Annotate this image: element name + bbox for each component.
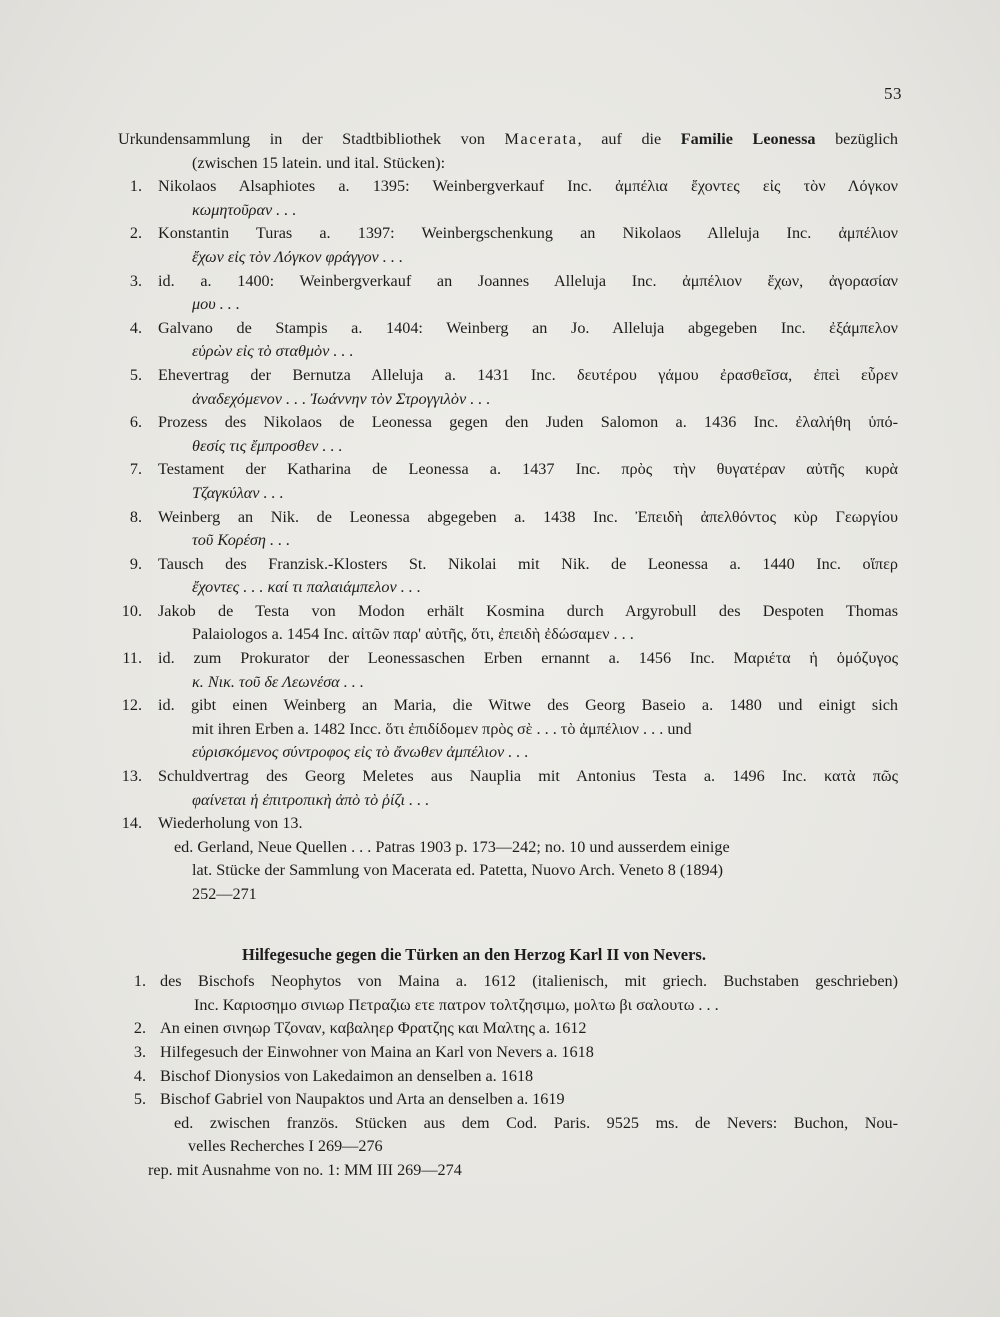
entry2-number: 4. (133, 1066, 146, 1085)
entry-continuation: μου . . . (192, 295, 240, 314)
entry-text: Jakob de Testa von Modon erhält Kosmina durch Argyrobull des Despoten Thomas (158, 601, 898, 620)
entry2-number: 5. (133, 1090, 146, 1109)
entry-text: Ehevertrag der Bernutza Alleluja a. 1431 Inc. δευτέρου γάμου ἐρασθεῖσα, ἐπεὶ εὗρεν (158, 365, 898, 384)
entry2-item (118, 1041, 898, 1065)
entry2-item (118, 1065, 898, 1089)
entry-list-2 (118, 970, 898, 1112)
entry-number: 1. (129, 177, 142, 196)
entry-number: 6. (129, 413, 142, 432)
entry-item (118, 411, 898, 458)
intro-family: Familie Leonessa (680, 130, 816, 148)
entry-item (118, 765, 898, 812)
edition2-line-1: ed. zwischen französ. Stücken aus dem Cod. Paris. 9525 ms. de Nevers: Buchon, Nou- (174, 1113, 898, 1132)
entry-continuation: ἔχοντες . . . καί τι παλαιάμπελον . . . (192, 578, 421, 597)
intro-line (118, 128, 898, 152)
entry-number: 10. (121, 601, 142, 620)
entry-text: Tausch des Franzisk.-Klosters St. Nikolai mit Nik. de Leonessa a. 1440 Inc. οἵπερ (158, 554, 898, 573)
intro-text-3: bezüglich (815, 130, 898, 148)
entry2-number: 1. (133, 972, 146, 991)
entry2-item (118, 1017, 898, 1041)
entry-continuation: ἔχων εἰς τὸν Λόγκον φράγγον . . . (192, 247, 404, 266)
entry-text: Galvano de Stampis a. 1404: Weinberg an Jo. Alleluja abgegeben Inc. ἐξάμπελον (158, 318, 898, 337)
edition-line-1: ed. Gerland, Neue Quellen . . . Patras 1903 p. 173—242; no. 10 und ausserdem einige (174, 837, 730, 856)
entry2-item (118, 970, 898, 1017)
entry-text: Testament der Katharina de Leonessa a. 1437 Inc. πρὸς τὴν θυγατέραν αὐτῆς κυρὰ (158, 460, 898, 479)
entry-text: id. gibt einen Weinberg an Maria, die Witwe des Georg Baseio a. 1480 und einigt sich (158, 696, 898, 715)
entry-item (118, 694, 898, 765)
entry-number: 11. (122, 649, 142, 668)
section-title: Hilfegesuche gegen die Türken an den Herzog Karl II von Nevers. (242, 944, 706, 964)
entry2-text: Bischof Dionysios von Lakedaimon an denselben a. 1618 (160, 1066, 534, 1085)
entry-continuation: θεσίς τις ἔμπροσθεν . . . (192, 436, 343, 455)
entry-item (118, 600, 898, 647)
entry-continuation: εὑρὼν εἰς τὸ σταθμὸν . . . (192, 342, 354, 361)
entry-continuation: Palaiologos a. 1454 Inc. αἰτῶν παρ' αὐτῆς, ὅτι, ἐπειδὴ ἐδώσαμεν . . . (192, 625, 634, 644)
edition2-line-3: rep. mit Ausnahme von no. 1: MM III 269—274 (148, 1160, 462, 1179)
entry-item (118, 175, 898, 222)
entry-number: 14. (121, 814, 142, 833)
entry-continuation-2: εὑρισκόμενος σύντροφος εἰς τὸ ἄνωθεν ἀμπέλιον . . . (192, 743, 529, 762)
entry-item (118, 270, 898, 317)
entry-item (118, 506, 898, 553)
intro-place: Macerata (504, 130, 578, 148)
entry-number: 8. (129, 507, 142, 526)
intro-continuation: (zwischen 15 latein. und ital. Stücken): (192, 153, 446, 172)
intro-text-2: , auf die (577, 130, 681, 148)
entry-item (118, 317, 898, 364)
document-body (118, 128, 898, 1183)
intro-text: Urkundensammlung in der Stadtbibliothek von (118, 130, 505, 148)
entry-item (118, 222, 898, 269)
entry-item (118, 553, 898, 600)
entry-text: Nikolaos Alsaphiotes a. 1395: Weinbergverkauf Inc. ἀμπέλια ἔχοντες εἰς τὸν Λόγκον (158, 177, 898, 196)
entry-item (118, 812, 898, 836)
entry-continuation: φαίνεται ἡ ἐπιτροπικὴ ἀπὸ τὸ ῥίζι . . . (192, 790, 430, 809)
edition-line-3: 252—271 (192, 885, 257, 903)
edition-line-2: lat. Stücke der Sammlung von Macerata ed. Patetta, Nuovo Arch. Veneto 8 (1894) (192, 861, 724, 880)
edition2-line-2: velles Recherches I 269—276 (188, 1137, 383, 1156)
entry-number: 12. (121, 696, 142, 715)
entry2-text: Bischof Gabriel von Naupaktos und Arta an denselben a. 1619 (160, 1090, 565, 1109)
entry-number: 4. (129, 318, 142, 337)
entry2-number: 2. (133, 1019, 146, 1038)
page-number: 53 (884, 84, 902, 103)
entry-continuation: ἀναδεχόμενον . . . Ἰωάννην τὸν Στρογγιλὸν . . . (192, 389, 491, 408)
entry2-text: An einen σινηωρ Τζοναν, καβαληερ Φρατζης και Μαλτης a. 1612 (160, 1019, 587, 1038)
entry-text: Wiederholung von 13. (158, 814, 303, 833)
entry-continuation: Τζαγκύλαν . . . (192, 483, 284, 502)
entry-continuation: mit ihren Erben a. 1482 Incc. ὅτι ἐπιδίδομεν πρὸς σὲ . . . τὸ ἀμπέλιον . . . und (192, 719, 692, 738)
entry-continuation: κωμητοῦραν . . . (192, 200, 297, 219)
entry-text: id. zum Prokurator der Leonessaschen Erben ernannt a. 1456 Inc. Μαριέτα ἡ ὁμόζυγος (158, 649, 898, 668)
entry-number: 7. (129, 460, 142, 479)
entry2-text: des Bischofs Neophytos von Maina a. 1612 (italienisch, mit griech. Buchstaben geschrieben) (160, 972, 898, 991)
entry-number: 9. (129, 554, 142, 573)
entry-text: Prozess des Nikolaos de Leonessa gegen den Juden Salomon a. 1436 Inc. ἐλαλήθη ὑπό- (158, 413, 898, 432)
entry-item (118, 647, 898, 694)
entry2-text: Hilfegesuch der Einwohner von Maina an Karl von Nevers a. 1618 (160, 1042, 594, 1061)
entry-text: Schuldvertrag des Georg Meletes aus Nauplia mit Antonius Testa a. 1496 Inc. κατὰ πῶς (158, 767, 898, 786)
entry2-number: 3. (133, 1042, 146, 1061)
entry-number: 2. (129, 224, 142, 243)
entry-continuation: κ. Νικ. τοῦ δε Λεωνέσα . . . (192, 672, 364, 691)
entry2-continuation: Inc. Καριοσημο σινιωρ Πετραζιω ετε πατρον τολτζησιμω, μολτω βι σαλουτω . . . (194, 995, 719, 1014)
entry-item (118, 364, 898, 411)
entry-text: id. a. 1400: Weinbergverkauf an Joannes Alleluja Inc. ἀμπέλιον ἔχων, ἀγορασίαν (158, 271, 898, 290)
entry-number: 5. (129, 365, 142, 384)
entry-number: 3. (129, 271, 142, 290)
entry-number: 13. (121, 767, 142, 786)
entry2-item (118, 1088, 898, 1112)
entry-text: Weinberg an Nik. de Leonessa abgegeben a. 1438 Inc. Ἐπειδὴ ἀπελθόντος κὺρ Γεωργίου (158, 507, 898, 526)
entry-list (118, 175, 898, 836)
entry-item (118, 458, 898, 505)
entry-text: Konstantin Turas a. 1397: Weinbergschenkung an Nikolaos Alleluja Inc. ἀμπέλιον (158, 224, 898, 243)
entry-continuation: τοῦ Κορέση . . . (192, 531, 291, 550)
